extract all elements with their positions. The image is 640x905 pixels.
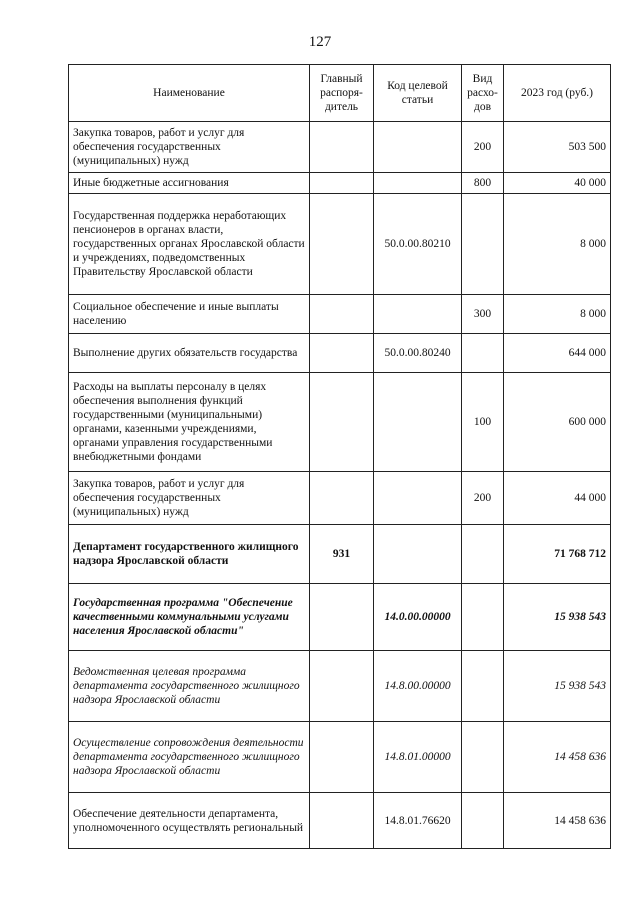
cell-expense-type xyxy=(462,584,504,651)
cell-amount: 44 000 xyxy=(504,472,611,525)
table-row xyxy=(69,472,611,525)
cell-chief-manager xyxy=(310,793,374,849)
cell-amount: 8 000 xyxy=(504,194,611,295)
table-row xyxy=(69,584,611,651)
table-row xyxy=(69,194,611,295)
table-row xyxy=(69,722,611,793)
table-row xyxy=(69,525,611,584)
header-chief-manager: Главный распоря-дитель xyxy=(310,65,374,122)
cell-name: Государственная поддержка неработающих пенсионеров в органах власти, государственных органах Ярославской области и учреждениях, подведомственных Правительству Ярославской области xyxy=(69,194,310,295)
cell-chief-manager xyxy=(310,722,374,793)
table-row xyxy=(69,122,611,173)
cell-name: Ведомственная целевая программа департамента государственного жилищного надзора Ярославской области xyxy=(69,651,310,722)
cell-target-code xyxy=(374,122,462,173)
cell-target-code xyxy=(374,373,462,472)
table-row xyxy=(69,295,611,334)
table-row xyxy=(69,173,611,194)
cell-chief-manager xyxy=(310,373,374,472)
cell-amount: 8 000 xyxy=(504,295,611,334)
cell-expense-type xyxy=(462,793,504,849)
cell-target-code: 14.8.01.00000 xyxy=(374,722,462,793)
cell-amount: 71 768 712 xyxy=(504,525,611,584)
cell-expense-type: 300 xyxy=(462,295,504,334)
cell-chief-manager xyxy=(310,651,374,722)
cell-expense-type: 800 xyxy=(462,173,504,194)
cell-expense-type xyxy=(462,525,504,584)
table-row xyxy=(69,651,611,722)
cell-target-code: 50.0.00.80210 xyxy=(374,194,462,295)
header-target-code: Код целевой статьи xyxy=(374,65,462,122)
cell-target-code xyxy=(374,525,462,584)
budget-table xyxy=(68,64,611,849)
cell-expense-type xyxy=(462,334,504,373)
cell-expense-type: 200 xyxy=(462,472,504,525)
header-expense-type: Вид расхо-дов xyxy=(462,65,504,122)
cell-amount: 14 458 636 xyxy=(504,722,611,793)
cell-name: Расходы на выплаты персоналу в целях обеспечения выполнения функций государственными (муниципальными) органами, казенными учреждениями, органами управления государственными внебюджетными фондами xyxy=(69,373,310,472)
cell-chief-manager xyxy=(310,584,374,651)
cell-target-code: 14.8.01.76620 xyxy=(374,793,462,849)
cell-amount: 14 458 636 xyxy=(504,793,611,849)
cell-expense-type xyxy=(462,651,504,722)
cell-expense-type: 100 xyxy=(462,373,504,472)
cell-amount: 15 938 543 xyxy=(504,584,611,651)
cell-target-code: 14.8.00.00000 xyxy=(374,651,462,722)
table-header xyxy=(69,65,611,122)
cell-name: Департамент государственного жилищного надзора Ярославской области xyxy=(69,525,310,584)
cell-chief-manager: 931 xyxy=(310,525,374,584)
cell-name: Государственная программа "Обеспечение качественными коммунальными услугами населения Ярославской области" xyxy=(69,584,310,651)
cell-chief-manager xyxy=(310,122,374,173)
cell-name: Закупка товаров, работ и услуг для обеспечения государственных (муниципальных) нужд xyxy=(69,122,310,173)
page-number: 127 xyxy=(308,34,332,50)
cell-target-code: 14.0.00.00000 xyxy=(374,584,462,651)
cell-target-code xyxy=(374,173,462,194)
cell-name: Осуществление сопровождения деятельности департамента государственного жилищного надзора Ярославской области xyxy=(69,722,310,793)
table-row xyxy=(69,793,611,849)
table-row xyxy=(69,334,611,373)
cell-expense-type xyxy=(462,194,504,295)
cell-chief-manager xyxy=(310,194,374,295)
cell-chief-manager xyxy=(310,173,374,194)
cell-name: Обеспечение деятельности департамента, уполномоченного осуществлять региональный xyxy=(69,793,310,849)
table-row xyxy=(69,373,611,472)
cell-target-code xyxy=(374,295,462,334)
cell-name: Иные бюджетные ассигнования xyxy=(69,173,310,194)
cell-chief-manager xyxy=(310,334,374,373)
header-amount-2023: 2023 год (руб.) xyxy=(504,65,611,122)
cell-target-code: 50.0.00.80240 xyxy=(374,334,462,373)
cell-amount: 644 000 xyxy=(504,334,611,373)
header-name: Наименование xyxy=(69,65,310,122)
cell-amount: 15 938 543 xyxy=(504,651,611,722)
cell-name: Выполнение других обязательств государства xyxy=(69,334,310,373)
cell-name: Закупка товаров, работ и услуг для обеспечения государственных (муниципальных) нужд xyxy=(69,472,310,525)
cell-name: Социальное обеспечение и иные выплаты населению xyxy=(69,295,310,334)
cell-expense-type: 200 xyxy=(462,122,504,173)
table-body xyxy=(69,122,611,849)
cell-chief-manager xyxy=(310,295,374,334)
cell-amount: 40 000 xyxy=(504,173,611,194)
cell-target-code xyxy=(374,472,462,525)
cell-chief-manager xyxy=(310,472,374,525)
cell-amount: 503 500 xyxy=(504,122,611,173)
cell-expense-type xyxy=(462,722,504,793)
cell-amount: 600 000 xyxy=(504,373,611,472)
